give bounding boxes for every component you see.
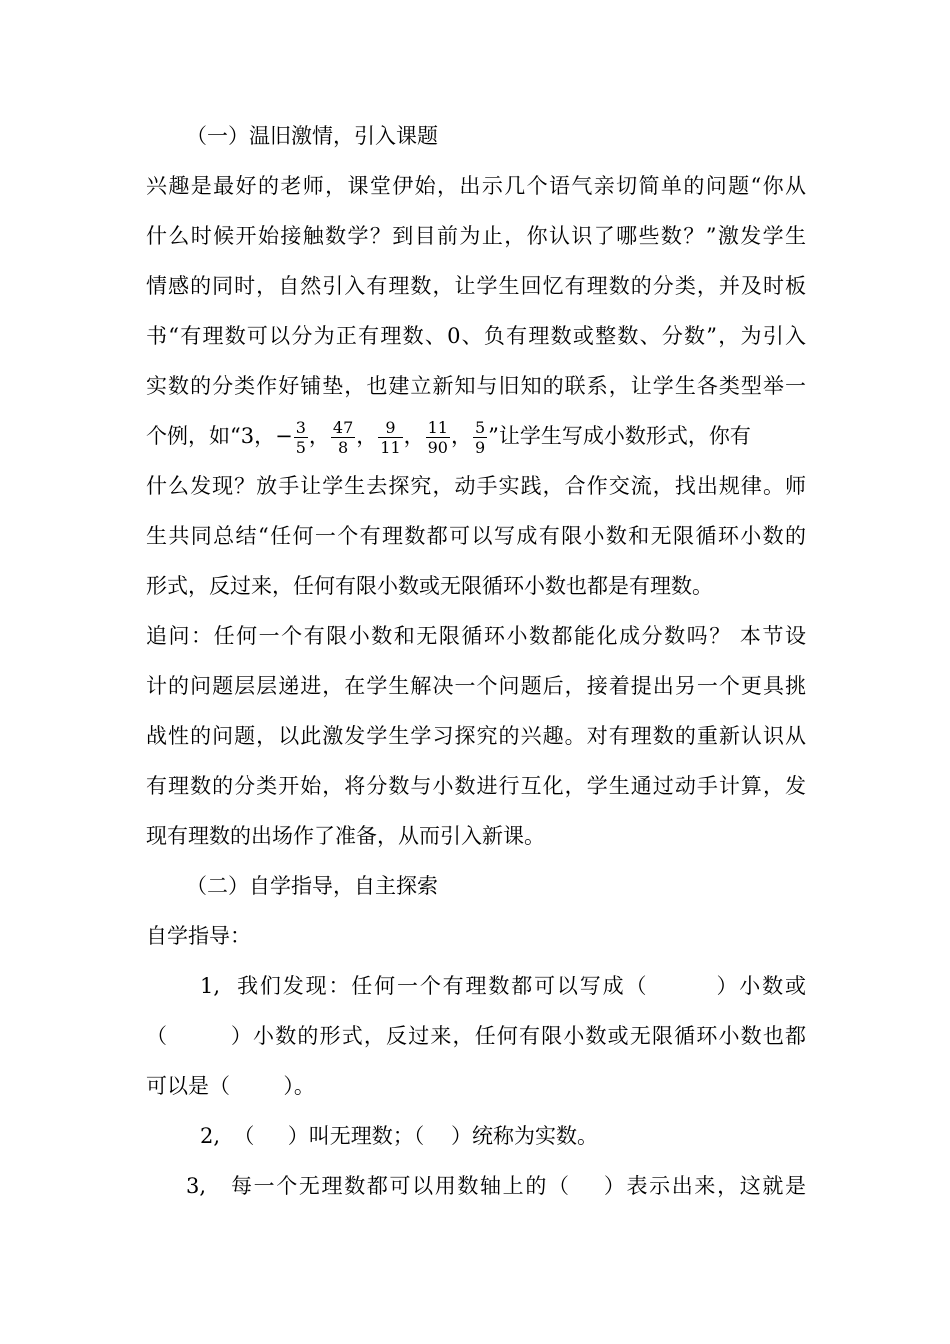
fraction-numerator: 9 [378, 418, 402, 438]
comma: ， [308, 424, 330, 448]
paragraph-line: 计的问题层层递进，在学生解决一个问题后，接着提出另一个更具挑 [146, 674, 806, 698]
section-2-subheading: 自学指导： [146, 924, 251, 948]
fraction-numerator: 5 [474, 418, 486, 437]
exercise-item-1-end: 可以是（ ）。 [146, 1074, 315, 1098]
section-2-heading: （二）自学指导，自主探索 [186, 874, 438, 898]
exercise-item-1: 1, 我们发现：任何一个有理数都可以写成（ ）小数或 [200, 974, 806, 998]
paragraph-line: 什么发现？放手让学生去探究，动手实践，合作交流，找出规律。师 [146, 474, 806, 498]
paragraph-line: 战性的问题，以此激发学生学习探究的兴趣。对有理数的重新认识从 [146, 724, 806, 748]
comma: ， [356, 424, 378, 448]
section-1-heading: （一）温旧激情，引入课题 [186, 124, 438, 148]
paragraph-line: 书“有理数可以分为正有理数、0、负有理数或整数、分数”，为引入 [146, 324, 806, 348]
paragraph-line: 形式，反过来，任何有限小数或无限循环小数也都是有理数。 [146, 574, 713, 598]
paragraph-line: 生共同总结“任何一个有理数都可以写成有限小数和无限循环小数的 [146, 524, 806, 548]
fraction [294, 418, 308, 457]
paragraph-line: 现有理数的出场作了准备，从而引入新课。 [146, 824, 545, 848]
example-prefix: 个例，如“3， [146, 424, 276, 448]
paragraph-line: 什么时候开始接触数学？到目前为止，你认识了哪些数？”激发学生 [146, 224, 806, 248]
example-suffix: ”让学生写成小数形式，你有 [488, 424, 751, 448]
fraction-denominator: 8 [337, 438, 349, 457]
comma: ， [403, 424, 425, 448]
example-line [146, 418, 806, 457]
comma: ， [450, 424, 472, 448]
fraction [331, 418, 355, 457]
fraction-denominator: 90 [427, 438, 448, 457]
fraction-denominator: 5 [295, 438, 306, 457]
paragraph-line: 有理数的分类开始，将分数与小数进行互化，学生通过动手计算，发 [146, 774, 806, 798]
paragraph-line: 追问：任何一个有限小数和无限循环小数都能化成分数吗？ 本节设 [146, 624, 806, 648]
fraction [378, 418, 402, 457]
fraction-denominator: 11 [380, 438, 401, 457]
fraction [473, 418, 487, 457]
exercise-item-1-cont: （ ）小数的形式，反过来，任何有限小数或无限循环小数也都 [146, 1024, 806, 1048]
exercise-item-3: 3, 每一个无理数都可以用数轴上的（ ）表示出来，这就是 [186, 1174, 806, 1198]
fraction-numerator: 3 [295, 418, 306, 437]
paragraph-line: 实数的分类作好铺垫，也建立新知与旧知的联系，让学生各类型举一 [146, 374, 806, 398]
fraction-denominator: 9 [474, 438, 486, 457]
exercise-item-2: 2, （ ）叫无理数；（ ）统称为实数。 [200, 1124, 598, 1148]
fraction-numerator: 11 [427, 418, 448, 437]
paragraph-line: 兴趣是最好的老师，课堂伊始，出示几个语气亲切简单的问题“你从 [146, 174, 806, 198]
minus-sign: − [275, 424, 293, 448]
fraction [426, 418, 450, 457]
fraction-numerator: 47 [332, 418, 354, 437]
paragraph-line: 情感的同时，自然引入有理数，让学生回忆有理数的分类，并及时板 [146, 274, 806, 298]
